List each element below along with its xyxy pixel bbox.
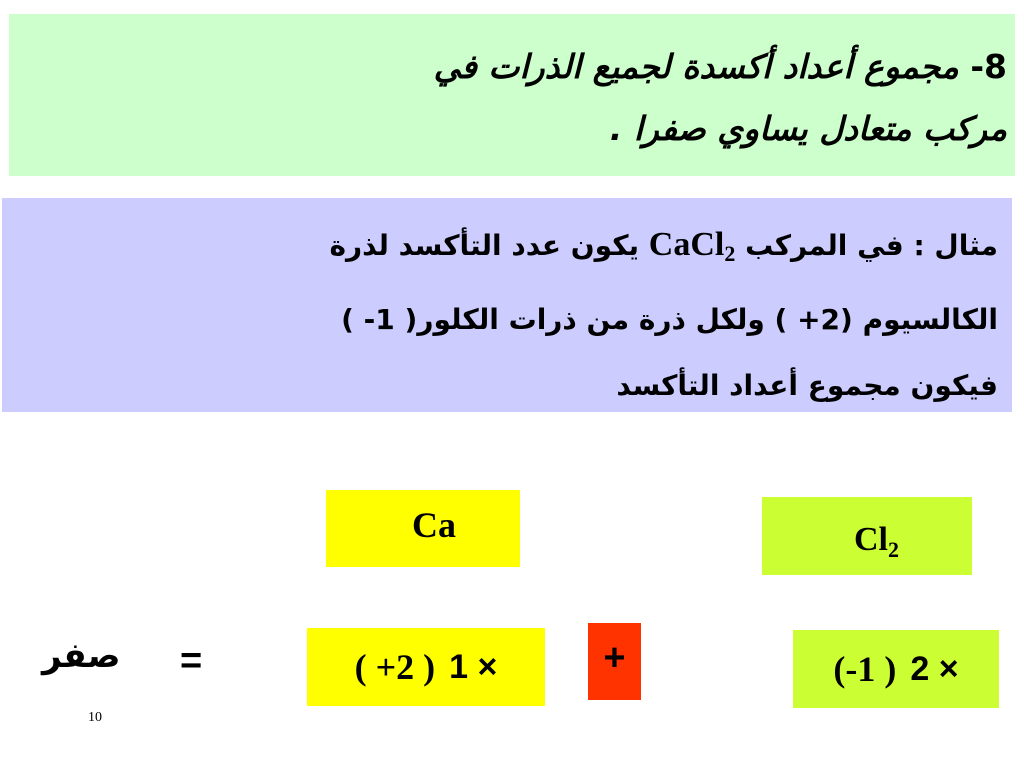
rule-text-2: مركب متعادل يساوي صفرا . <box>609 109 1007 148</box>
example-line-1 <box>16 212 998 287</box>
rule-box <box>9 14 1015 176</box>
example-intro: مثال : في المركب <box>745 229 998 262</box>
chlorine-subscript: 2 <box>888 537 899 562</box>
chlorine-term-box <box>793 630 999 708</box>
rule-number: 8- <box>970 47 1007 86</box>
example-line-2: الكالسيوم (2+ ) ولكل ذرة من ذرات الكلور( 1- ) <box>341 303 998 336</box>
equation-result: صفر <box>42 636 121 676</box>
chlorine-label: Cl <box>854 521 888 558</box>
calcium-term-value: ( +2 ) <box>354 647 436 687</box>
plus-sign: + <box>603 637 626 679</box>
rule-text-1: مجموع أعداد أكسدة لجميع الذرات في <box>433 47 959 86</box>
example-line-3: فيكون مجموع أعداد التأكسد <box>616 369 998 402</box>
rule-line-1 <box>19 36 1007 98</box>
compound-main: CaCl <box>648 226 725 263</box>
page-number: 10 <box>88 710 102 725</box>
calcium-term-box <box>307 628 545 706</box>
chlorine-term-value: (-1 ) <box>833 649 897 689</box>
compound-subscript: 2 <box>724 241 736 266</box>
calcium-term-multiplier: 1 × <box>449 647 498 686</box>
example-box <box>2 198 1012 412</box>
calcium-label-box <box>326 490 520 567</box>
chlorine-term-multiplier: 2 × <box>910 649 959 688</box>
calcium-label: Ca <box>412 505 456 545</box>
plus-sign-box <box>588 623 641 700</box>
equals-sign: = <box>180 640 203 682</box>
compound-formula <box>648 226 736 266</box>
example-line-1-rest: يكون عدد التأكسد لذرة <box>329 229 640 262</box>
chlorine-label-box <box>762 497 972 575</box>
